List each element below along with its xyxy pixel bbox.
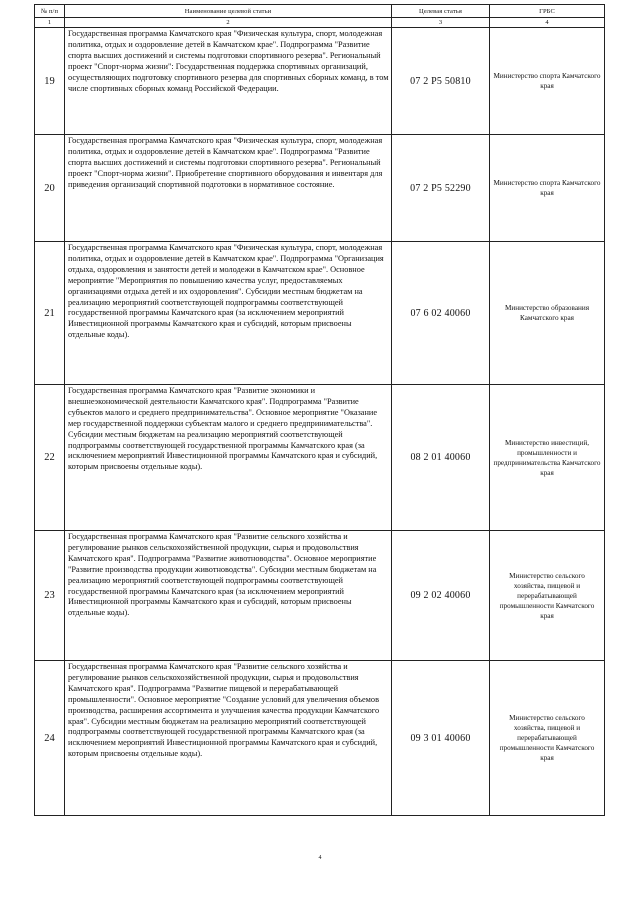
table-index-row [35, 18, 605, 28]
row-code: 07 6 02 40060 [392, 242, 490, 385]
row-name: Государственная программа Камчатского края "Физическая культура, спорт, молодежная политика, отдых и оздоровление детей в Камчатском крае". Подпрограмма "Развитие спорта высших достижений и системы подготовки спортивного резерва". Региональный проект "Спорт-норма жизни": Государственная поддержка спортивных организаций, осуществляющих подготовку спортивного резерва для спортивных сборных команд, в том числе спортивных сборных команд Российской Федерации. [65, 28, 392, 135]
table-row [35, 385, 605, 531]
table-row [35, 242, 605, 385]
row-name: Государственная программа Камчатского края "Физическая культура, спорт, молодежная политика, отдых и оздоровление детей в Камчатском крае". Подпрограмма "Развитие спорта высших достижений и системы подготовки спортивного резерва". Региональный проект "Спорт-норма жизни". Приобретение спортивного оборудования и инвентаря для приведения организаций спортивной подготовки в нормативное состояние. [65, 135, 392, 242]
row-name: Государственная программа Камчатского края "Развитие экономики и внешнеэкономической деятельности Камчатского края". Подпрограмма "Развитие субъектов малого и среднего предпринимательства". Основное мероприятие "Оказание мер государственной поддержки субъектам малого и среднего предпринимательства". Субсидии местным бюджетам на реализацию мероприятий соответствующей подпрограммы соответствующей государственной программы Камчатского края (за исключением мероприятий Инвестиционной программы Камчатского края и субсидий, которым присвоены отдельные коды). [65, 385, 392, 531]
index-cell: 3 [392, 18, 490, 28]
page-number: 4 [318, 855, 322, 861]
table-row [35, 135, 605, 242]
row-number: 19 [35, 28, 65, 135]
header-name: Наименование целевой статьи [65, 5, 392, 18]
row-number: 23 [35, 531, 65, 661]
index-cell: 1 [35, 18, 65, 28]
index-cell: 4 [490, 18, 605, 28]
row-grbs: Министерство инвестиций, промышленности и предпринимательства Камчатского края [490, 385, 605, 531]
index-cell: 2 [65, 18, 392, 28]
header-num: № п/п [35, 5, 65, 18]
row-grbs: Министерство сельского хозяйства, пищевой и перерабатывающей промышленности Камчатского края [490, 531, 605, 661]
row-number: 21 [35, 242, 65, 385]
row-code: 09 3 01 40060 [392, 661, 490, 816]
target-articles-table [34, 4, 605, 816]
row-code: 08 2 01 40060 [392, 385, 490, 531]
table-row [35, 531, 605, 661]
row-grbs: Министерство образования Камчатского края [490, 242, 605, 385]
row-code: 09 2 02 40060 [392, 531, 490, 661]
table-row [35, 28, 605, 135]
row-name: Государственная программа Камчатского края "Развитие сельского хозяйства и регулирование рынков сельскохозяйственной продукции, сырья и продовольствия Камчатского края". Подпрограмма "Развитие пищевой и перерабатывающей промышленности". Основное мероприятие "Создание условий для увеличения объемов производства, расширения ассортимента и улучшения качества продукции Камчатского края". Субсидии местным бюджетам на реализацию мероприятий соответствующей подпрограммы соответствующей государственной программы Камчатского края (за исключением мероприятий Инвестиционной программы Камчатского края и субсидий, которым присвоены отдельные коды). [65, 661, 392, 816]
row-name: Государственная программа Камчатского края "Развитие сельского хозяйства и регулирование рынков сельскохозяйственной продукции, сырья и продовольствия Камчатского края". Подпрограмма "Развитие животноводства". Основное мероприятие "Развитие производства продукции животноводства". Субсидии местным бюджетам на реализацию мероприятий соответствующей подпрограммы соответствующей государственной программы Камчатского края (за исключением мероприятий Инвестиционной программы Камчатского края и субсидий, которым присвоены отдельные коды). [65, 531, 392, 661]
row-code: 07 2 P5 52290 [392, 135, 490, 242]
row-number: 22 [35, 385, 65, 531]
header-grbs: ГРБС [490, 5, 605, 18]
row-grbs: Министерство сельского хозяйства, пищевой и перерабатывающей промышленности Камчатского края [490, 661, 605, 816]
row-grbs: Министерство спорта Камчатского края [490, 28, 605, 135]
document-page [34, 4, 604, 816]
row-code: 07 2 P5 50810 [392, 28, 490, 135]
table-header-row [35, 5, 605, 18]
header-code: Целевая статья [392, 5, 490, 18]
row-number: 24 [35, 661, 65, 816]
table-row [35, 661, 605, 816]
row-name: Государственная программа Камчатского края "Физическая культура, спорт, молодежная политика, отдых и оздоровление детей в Камчатском крае". Подпрограмма "Организация отдыха, оздоровления и занятости детей и молодежи в Камчатском крае". Основное мероприятие "Мероприятия по повышению качества услуг, предоставляемых организациями отдыха детей и их оздоровления". Субсидии местным бюджетам на реализацию мероприятий соответствующей подпрограммы соответствующей государственной программы Камчатского края (за исключением мероприятий Инвестиционной программы Камчатского края и субсидий, которым присвоены отдельные коды). [65, 242, 392, 385]
row-number: 20 [35, 135, 65, 242]
row-grbs: Министерство спорта Камчатского края [490, 135, 605, 242]
